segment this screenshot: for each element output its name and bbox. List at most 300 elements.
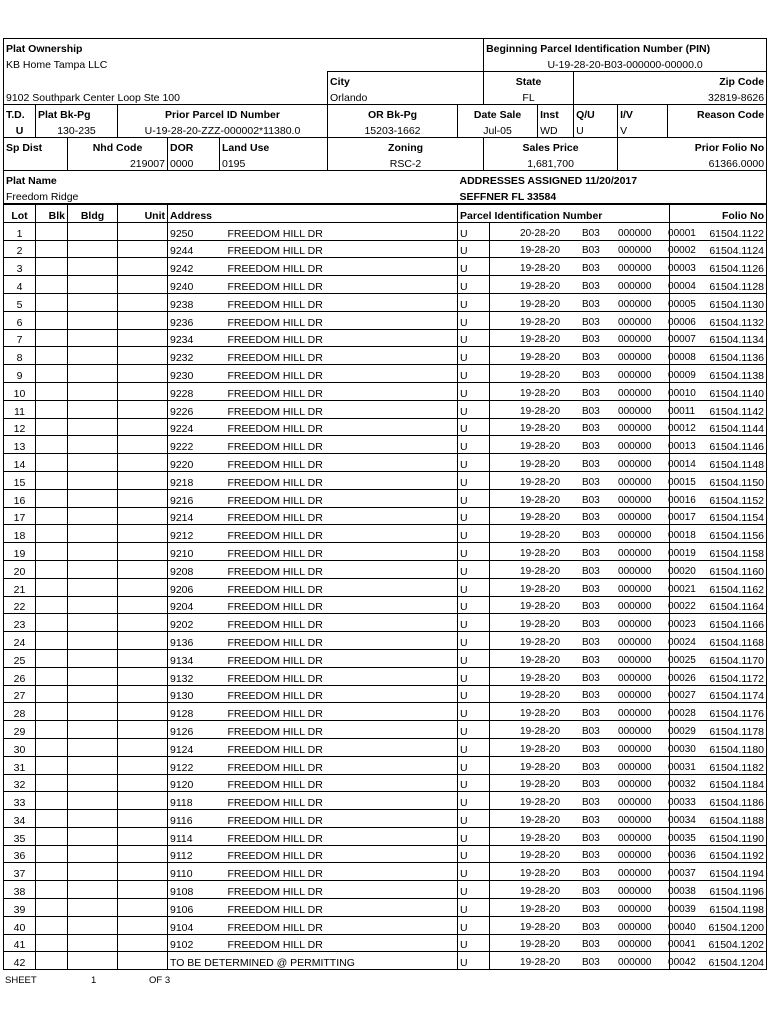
- bldg-cell: [68, 400, 118, 418]
- pin-prefix: U: [458, 792, 490, 810]
- unit-cell: [118, 596, 168, 614]
- pin-block: 000000: [618, 636, 652, 648]
- house-number: 9238: [168, 293, 220, 311]
- pin-twp: 19-28-20: [520, 743, 561, 755]
- folio-number: 61504.1168: [670, 632, 767, 650]
- pin-twp: 19-28-20: [520, 939, 561, 951]
- unit-cell: [118, 863, 168, 881]
- house-number: 9202: [168, 614, 220, 632]
- pin-prefix: U: [458, 899, 490, 917]
- pin-prefix: U: [458, 934, 490, 952]
- pin-sub: B03: [582, 832, 600, 844]
- parcel-id: [490, 934, 696, 952]
- pin-prefix: U: [458, 756, 490, 774]
- pin-sub: B03: [582, 939, 600, 951]
- pin-block: 000000: [618, 352, 652, 364]
- block-cell: [36, 934, 68, 952]
- owner-zip: 32819-8626: [574, 88, 767, 105]
- state-label: State: [484, 72, 574, 89]
- pin-lot: 00031: [668, 761, 696, 773]
- pin-block: 000000: [618, 886, 652, 898]
- sheet-total: OF 3: [149, 975, 171, 986]
- pin-lot: 00015: [668, 476, 696, 488]
- street-name: FREEDOM HILL DR: [220, 489, 458, 507]
- sheet-footer: [5, 975, 170, 986]
- unit-cell: [118, 276, 168, 294]
- pin-twp: 19-28-20: [520, 850, 561, 862]
- block-cell: [36, 418, 68, 436]
- block-cell: [36, 276, 68, 294]
- house-number: 9228: [168, 382, 220, 400]
- pin-prefix: U: [458, 810, 490, 828]
- block-cell: [36, 685, 68, 703]
- pin-lot: 00039: [668, 903, 696, 915]
- pin-block: 000000: [618, 761, 652, 773]
- folio-number: 61504.1200: [670, 916, 767, 934]
- pin-prefix: U: [458, 436, 490, 454]
- pin-block: 000000: [618, 405, 652, 417]
- pin-twp: 19-28-20: [520, 832, 561, 844]
- pin-sub: B03: [582, 797, 600, 809]
- folio-number: 61504.1174: [670, 685, 767, 703]
- bldg-cell: [68, 365, 118, 383]
- pin-sub: B03: [582, 690, 600, 702]
- house-number: 9108: [168, 881, 220, 899]
- block-cell: [36, 507, 68, 525]
- folio-number: 61504.1136: [670, 347, 767, 365]
- lot-number: 27: [4, 685, 36, 703]
- pin-lot: 00006: [668, 316, 696, 328]
- pin-sub: B03: [582, 761, 600, 773]
- table-row: [4, 222, 767, 240]
- unit-cell: [118, 418, 168, 436]
- house-number: 9226: [168, 400, 220, 418]
- house-number: 9222: [168, 436, 220, 454]
- parcel-id: [490, 863, 696, 881]
- folio-number: 61504.1170: [670, 649, 767, 667]
- bldg-cell: [68, 916, 118, 934]
- pin-sub: B03: [582, 814, 600, 826]
- city-line: SEFFNER FL 33584: [458, 187, 767, 204]
- block-cell: [36, 863, 68, 881]
- pin-twp: 19-28-20: [520, 298, 561, 310]
- pin-lot: 00012: [668, 423, 696, 435]
- pin-block: 000000: [618, 369, 652, 381]
- folio-number: 61504.1152: [670, 489, 767, 507]
- parcel-id: [490, 329, 696, 347]
- bldg-cell: [68, 525, 118, 543]
- sp-dist-value: [4, 154, 68, 171]
- street-name: FREEDOM HILL DR: [220, 756, 458, 774]
- zip-label: Zip Code: [574, 72, 767, 89]
- pin-prefix: U: [458, 845, 490, 863]
- pin-prefix: U: [458, 240, 490, 258]
- folio-number: 61504.1150: [670, 471, 767, 489]
- pin-sub: B03: [582, 886, 600, 898]
- pin-sub: B03: [582, 441, 600, 453]
- unit-cell: [118, 774, 168, 792]
- pin-lot: 00002: [668, 245, 696, 257]
- pin-twp: 19-28-20: [520, 672, 561, 684]
- pin-block: 000000: [618, 245, 652, 257]
- owner-name: KB Home Tampa LLC: [4, 55, 484, 72]
- house-number: 9134: [168, 649, 220, 667]
- house-number: 9116: [168, 810, 220, 828]
- col-lot: Lot: [4, 205, 36, 223]
- bldg-cell: [68, 774, 118, 792]
- table-row: [4, 881, 767, 899]
- pin-lot: 00023: [668, 619, 696, 631]
- pin-prefix: U: [458, 560, 490, 578]
- pin-sub: B03: [582, 512, 600, 524]
- block-cell: [36, 329, 68, 347]
- parcel-id: [490, 258, 696, 276]
- pin-twp: 19-28-20: [520, 494, 561, 506]
- pin-twp: 19-28-20: [520, 708, 561, 720]
- pin-block: 000000: [618, 263, 652, 275]
- pin-lot: 00040: [668, 921, 696, 933]
- table-row: [4, 899, 767, 917]
- table-row: [4, 382, 767, 400]
- parcel-id: [490, 382, 696, 400]
- lot-number: 5: [4, 293, 36, 311]
- table-row: [4, 738, 767, 756]
- house-number: 9124: [168, 738, 220, 756]
- beginning-pin: U-19-28-20-B03-000000-00000.0: [484, 55, 767, 72]
- parcel-id: [490, 774, 696, 792]
- block-cell: [36, 827, 68, 845]
- street-name: FREEDOM HILL DR: [220, 578, 458, 596]
- folio-number: 61504.1154: [670, 507, 767, 525]
- unit-cell: [118, 721, 168, 739]
- unit-cell: [118, 685, 168, 703]
- pin-block: 000000: [618, 868, 652, 880]
- unit-cell: [118, 560, 168, 578]
- lot-number: 7: [4, 329, 36, 347]
- bldg-cell: [68, 454, 118, 472]
- block-cell: [36, 400, 68, 418]
- pin-block: 000000: [618, 957, 652, 969]
- block-cell: [36, 543, 68, 561]
- pin-lot: 00019: [668, 547, 696, 559]
- unit-cell: [118, 614, 168, 632]
- table-row: [4, 276, 767, 294]
- folio-number: 61504.1130: [670, 293, 767, 311]
- street-name: FREEDOM HILL DR: [220, 881, 458, 899]
- pin-lot: 00026: [668, 672, 696, 684]
- folio-number: 61504.1132: [670, 311, 767, 329]
- date-sale-label: Date Sale: [458, 105, 538, 122]
- pin-lot: 00003: [668, 263, 696, 275]
- unit-cell: [118, 916, 168, 934]
- pin-prefix: U: [458, 703, 490, 721]
- block-cell: [36, 738, 68, 756]
- table-row: [4, 543, 767, 561]
- folio-number: 61504.1160: [670, 560, 767, 578]
- lots-table: [3, 204, 767, 970]
- table-row: [4, 721, 767, 739]
- unit-cell: [118, 899, 168, 917]
- pin-sub: B03: [582, 405, 600, 417]
- reason-code-label: Reason Code: [668, 105, 767, 122]
- lot-number: 28: [4, 703, 36, 721]
- or-bkpg-value: 15203-1662: [328, 121, 458, 138]
- pin-block: 000000: [618, 387, 652, 399]
- dor-value: 0000: [168, 154, 220, 171]
- pin-prefix: U: [458, 329, 490, 347]
- folio-number: 61504.1196: [670, 881, 767, 899]
- pin-sub: B03: [582, 779, 600, 791]
- pin-sub: B03: [582, 868, 600, 880]
- parcel-id: [490, 703, 696, 721]
- bldg-cell: [68, 810, 118, 828]
- pin-block: 000000: [618, 743, 652, 755]
- pin-lot: 00028: [668, 708, 696, 720]
- table-row: [4, 792, 767, 810]
- pin-sub: B03: [582, 263, 600, 275]
- folio-number: 61504.1198: [670, 899, 767, 917]
- pin-lot: 00004: [668, 280, 696, 292]
- unit-cell: [118, 632, 168, 650]
- lot-number: 38: [4, 881, 36, 899]
- table-row: [4, 934, 767, 952]
- unit-cell: [118, 543, 168, 561]
- pin-twp: 19-28-20: [520, 512, 561, 524]
- folio-number: 61504.1204: [670, 952, 767, 970]
- table-row: [4, 578, 767, 596]
- sales-price-value: 1,681,700: [484, 154, 618, 171]
- pin-sub: B03: [582, 619, 600, 631]
- block-cell: [36, 614, 68, 632]
- street-name: FREEDOM HILL DR: [220, 276, 458, 294]
- folio-number: 61504.1186: [670, 792, 767, 810]
- zoning-value: RSC-2: [328, 154, 484, 171]
- pin-block: 000000: [618, 565, 652, 577]
- bldg-cell: [68, 471, 118, 489]
- unit-cell: [118, 827, 168, 845]
- pin-prefix: U: [458, 454, 490, 472]
- parcel-id: [490, 685, 696, 703]
- table-row: [4, 293, 767, 311]
- parcel-id: [490, 721, 696, 739]
- block-cell: [36, 721, 68, 739]
- street-name: FREEDOM HILL DR: [220, 560, 458, 578]
- pin-block: 000000: [618, 316, 652, 328]
- pin-block: 000000: [618, 672, 652, 684]
- pin-twp: 19-28-20: [520, 761, 561, 773]
- street-name: FREEDOM HILL DR: [220, 721, 458, 739]
- lot-number: 35: [4, 827, 36, 845]
- lot-number: 10: [4, 382, 36, 400]
- lot-number: 30: [4, 738, 36, 756]
- pin-sub: B03: [582, 903, 600, 915]
- street-name: FREEDOM HILL DR: [220, 792, 458, 810]
- house-number: 9206: [168, 578, 220, 596]
- block-cell: [36, 525, 68, 543]
- unit-cell: [118, 667, 168, 685]
- parcel-id: [490, 543, 696, 561]
- lot-number: 19: [4, 543, 36, 561]
- pin-prefix: U: [458, 881, 490, 899]
- house-number: 9212: [168, 525, 220, 543]
- parcel-id: [490, 578, 696, 596]
- bldg-cell: [68, 721, 118, 739]
- street-name: FREEDOM HILL DR: [220, 649, 458, 667]
- unit-cell: [118, 471, 168, 489]
- street-name: FREEDOM HILL DR: [220, 863, 458, 881]
- col-pin: Parcel Identification Number: [458, 205, 670, 223]
- pin-block: 000000: [618, 921, 652, 933]
- folio-number: 61504.1194: [670, 863, 767, 881]
- bldg-cell: [68, 578, 118, 596]
- pin-sub: B03: [582, 547, 600, 559]
- lot-number: 41: [4, 934, 36, 952]
- pin-sub: B03: [582, 369, 600, 381]
- table-row: [4, 916, 767, 934]
- pin-sub: B03: [582, 476, 600, 488]
- street-name: FREEDOM HILL DR: [220, 311, 458, 329]
- col-folio: Folio No: [670, 205, 767, 223]
- pin-twp: 19-28-20: [520, 725, 561, 737]
- bldg-cell: [68, 596, 118, 614]
- bldg-cell: [68, 685, 118, 703]
- qu-value: U: [574, 121, 618, 138]
- block-cell: [36, 756, 68, 774]
- td-label: T.D.: [4, 105, 36, 122]
- block-cell: [36, 560, 68, 578]
- unit-cell: [118, 649, 168, 667]
- pin-sub: B03: [582, 387, 600, 399]
- block-cell: [36, 471, 68, 489]
- parcel-id: [490, 418, 696, 436]
- lot-number: 31: [4, 756, 36, 774]
- pin-prefix: U: [458, 400, 490, 418]
- table-row: [4, 827, 767, 845]
- table-row: [4, 774, 767, 792]
- pin-prefix: U: [458, 916, 490, 934]
- pin-block: 000000: [618, 654, 652, 666]
- street-name: FREEDOM HILL DR: [220, 258, 458, 276]
- table-row: [4, 685, 767, 703]
- pin-lot: 00033: [668, 797, 696, 809]
- house-number: 9240: [168, 276, 220, 294]
- folio-number: 61504.1158: [670, 543, 767, 561]
- table-row: [4, 756, 767, 774]
- folio-number: 61504.1124: [670, 240, 767, 258]
- parcel-id: [490, 240, 696, 258]
- folio-number: 61504.1140: [670, 382, 767, 400]
- pin-prefix: U: [458, 738, 490, 756]
- lot-number: 36: [4, 845, 36, 863]
- table-row: [4, 845, 767, 863]
- street-name: FREEDOM HILL DR: [220, 685, 458, 703]
- pin-block: 000000: [618, 423, 652, 435]
- owner-state: FL: [484, 88, 574, 105]
- table-row: [4, 347, 767, 365]
- house-number: 9112: [168, 845, 220, 863]
- folio-number: 61504.1184: [670, 774, 767, 792]
- or-bkpg-label: OR Bk-Pg: [328, 105, 458, 122]
- bldg-cell: [68, 934, 118, 952]
- bldg-cell: [68, 792, 118, 810]
- pin-twp: 19-28-20: [520, 263, 561, 275]
- street-name: FREEDOM HILL DR: [220, 934, 458, 952]
- pin-lot: 00014: [668, 458, 696, 470]
- sales-price-label: Sales Price: [484, 138, 618, 155]
- pin-block: 000000: [618, 814, 652, 826]
- parcel-id: [490, 400, 696, 418]
- pin-lot: 00036: [668, 850, 696, 862]
- pin-sub: B03: [582, 583, 600, 595]
- td-value: U: [4, 121, 36, 138]
- bldg-cell: [68, 329, 118, 347]
- inst-label: Inst: [538, 105, 574, 122]
- bldg-cell: [68, 632, 118, 650]
- folio-number: 61504.1182: [670, 756, 767, 774]
- bldg-cell: [68, 276, 118, 294]
- pin-prefix: U: [458, 258, 490, 276]
- bldg-cell: [68, 667, 118, 685]
- table-row: [4, 507, 767, 525]
- block-cell: [36, 293, 68, 311]
- parcel-id: [490, 649, 696, 667]
- pin-block: 000000: [618, 850, 652, 862]
- lot-number: 20: [4, 560, 36, 578]
- col-bldg: Bldg: [68, 205, 118, 223]
- pin-twp: 19-28-20: [520, 458, 561, 470]
- pin-lot: 00042: [668, 957, 696, 969]
- pin-block: 000000: [618, 939, 652, 951]
- pin-block: 000000: [618, 725, 652, 737]
- unit-cell: [118, 329, 168, 347]
- sp-dist-label: Sp Dist: [4, 138, 68, 155]
- street-name: FREEDOM HILL DR: [220, 329, 458, 347]
- bldg-cell: [68, 845, 118, 863]
- lot-number: 34: [4, 810, 36, 828]
- parcel-id: [490, 454, 696, 472]
- block-cell: [36, 454, 68, 472]
- house-number: 9118: [168, 792, 220, 810]
- pin-sub: B03: [582, 565, 600, 577]
- folio-number: 61504.1144: [670, 418, 767, 436]
- prior-parcel-label: Prior Parcel ID Number: [118, 105, 328, 122]
- street-name: FREEDOM HILL DR: [220, 222, 458, 240]
- pin-prefix: U: [458, 721, 490, 739]
- house-number: 9214: [168, 507, 220, 525]
- pin-lot: 00020: [668, 565, 696, 577]
- pin-sub: B03: [582, 352, 600, 364]
- bldg-cell: [68, 738, 118, 756]
- street-name: FREEDOM HILL DR: [220, 916, 458, 934]
- owner-city: Orlando: [328, 88, 484, 105]
- lot-number: 9: [4, 365, 36, 383]
- house-number: 9242: [168, 258, 220, 276]
- unit-cell: [118, 293, 168, 311]
- plat-sheet: [3, 38, 766, 970]
- house-number: 9104: [168, 916, 220, 934]
- pin-lot: 00022: [668, 601, 696, 613]
- unit-cell: [118, 507, 168, 525]
- parcel-id: [490, 667, 696, 685]
- unit-cell: [118, 454, 168, 472]
- pin-sub: B03: [582, 316, 600, 328]
- pin-prefix: U: [458, 827, 490, 845]
- parcel-id: [490, 365, 696, 383]
- iv-value: V: [618, 121, 668, 138]
- pin-sub: B03: [582, 654, 600, 666]
- street-name: FREEDOM HILL DR: [220, 810, 458, 828]
- folio-number: 61504.1142: [670, 400, 767, 418]
